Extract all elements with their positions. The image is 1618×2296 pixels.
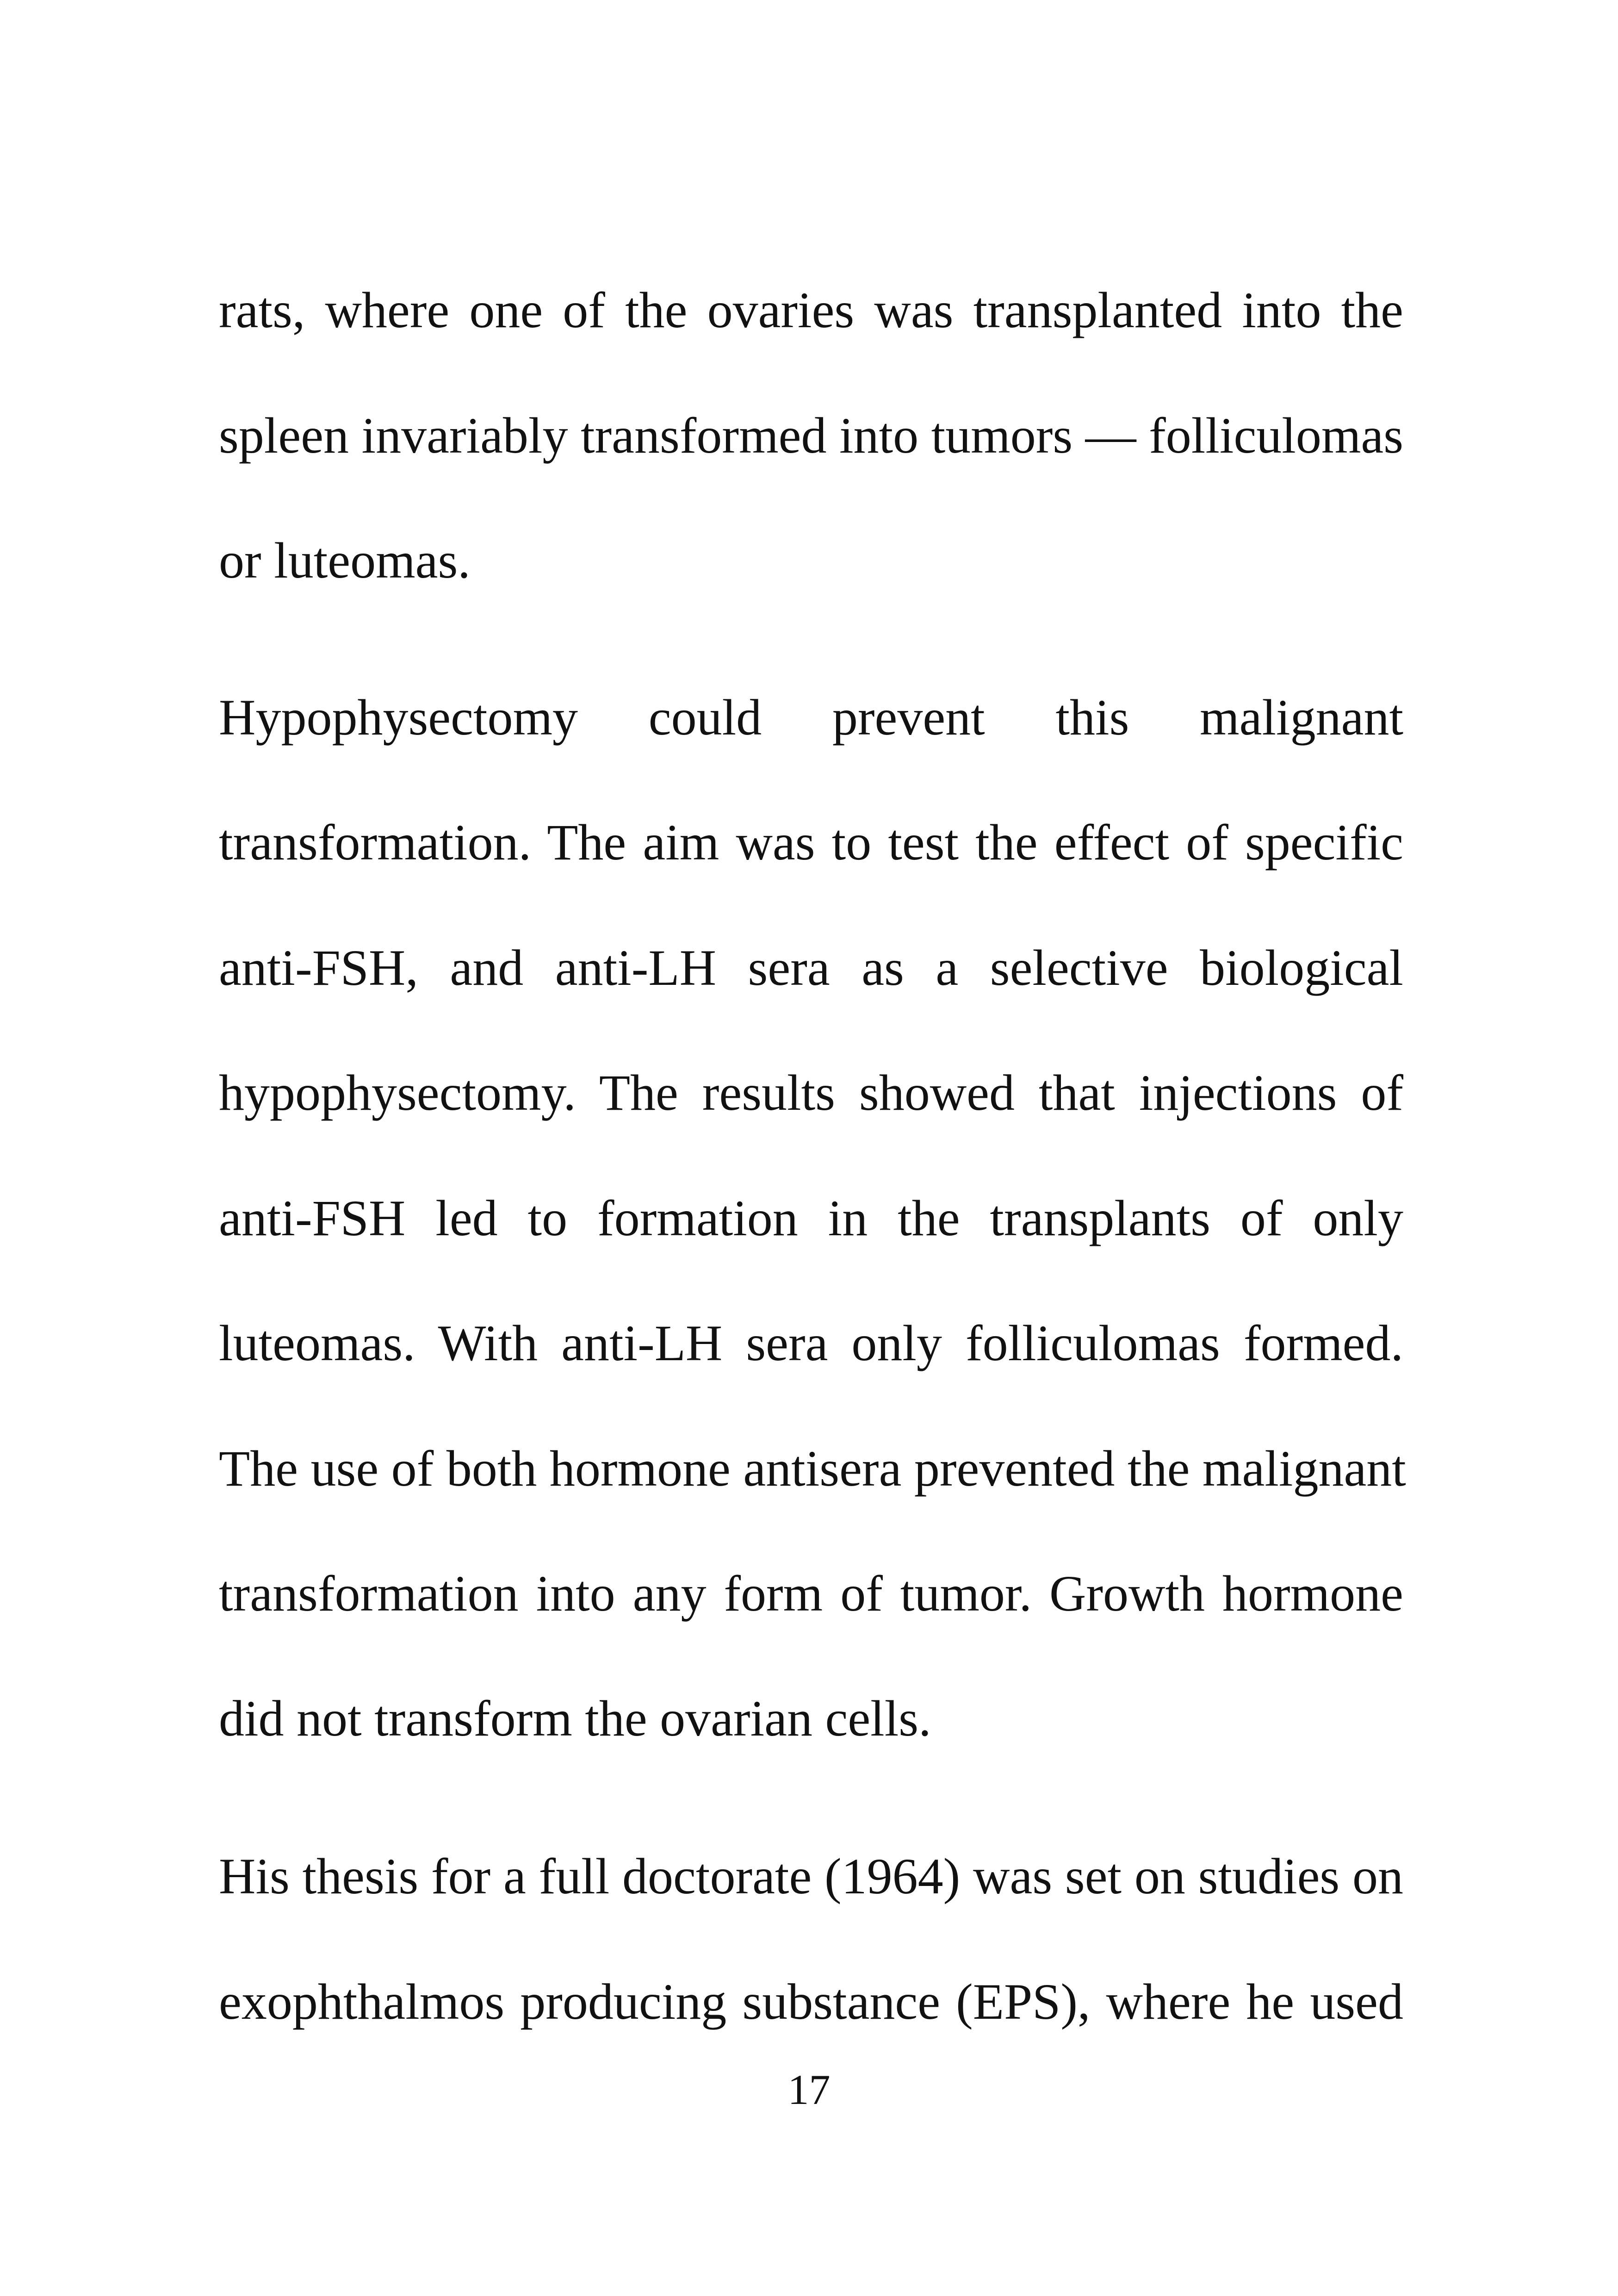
text-line: did not transform the ovarian cells. (219, 1690, 931, 1747)
page-number: 17 (787, 2066, 831, 2113)
text-line: or luteomas. (219, 532, 471, 589)
text-line: luteomas. With anti-LH sera only folliculomas formed. (219, 1315, 1403, 1371)
text-line: spleen invariably transformed into tumors — folliculomas (219, 407, 1404, 464)
text-line: The use of both hormone antisera prevented the malignant (219, 1440, 1406, 1497)
text-line: rats, where one of the ovaries was transplanted into the (219, 282, 1403, 338)
text-line: anti-FSH led to formation in the transplants of only (219, 1190, 1403, 1246)
text-line: His thesis for a full doctorate (1964) was set on studies on (219, 1848, 1403, 1904)
text-line: exophthalmos producing substance (EPS), where he used (219, 1973, 1403, 2030)
text-line: Hypophysectomy could prevent this malignant (219, 689, 1403, 746)
text-line: hypophysectomy. The results showed that injections of (219, 1064, 1403, 1121)
text-line: transformation into any form of tumor. Growth hormone (219, 1565, 1403, 1622)
text-line: anti-FSH, and anti-LH sera as a selective biological (219, 940, 1403, 996)
text-line: transformation. The aim was to test the effect of specific (219, 814, 1403, 871)
